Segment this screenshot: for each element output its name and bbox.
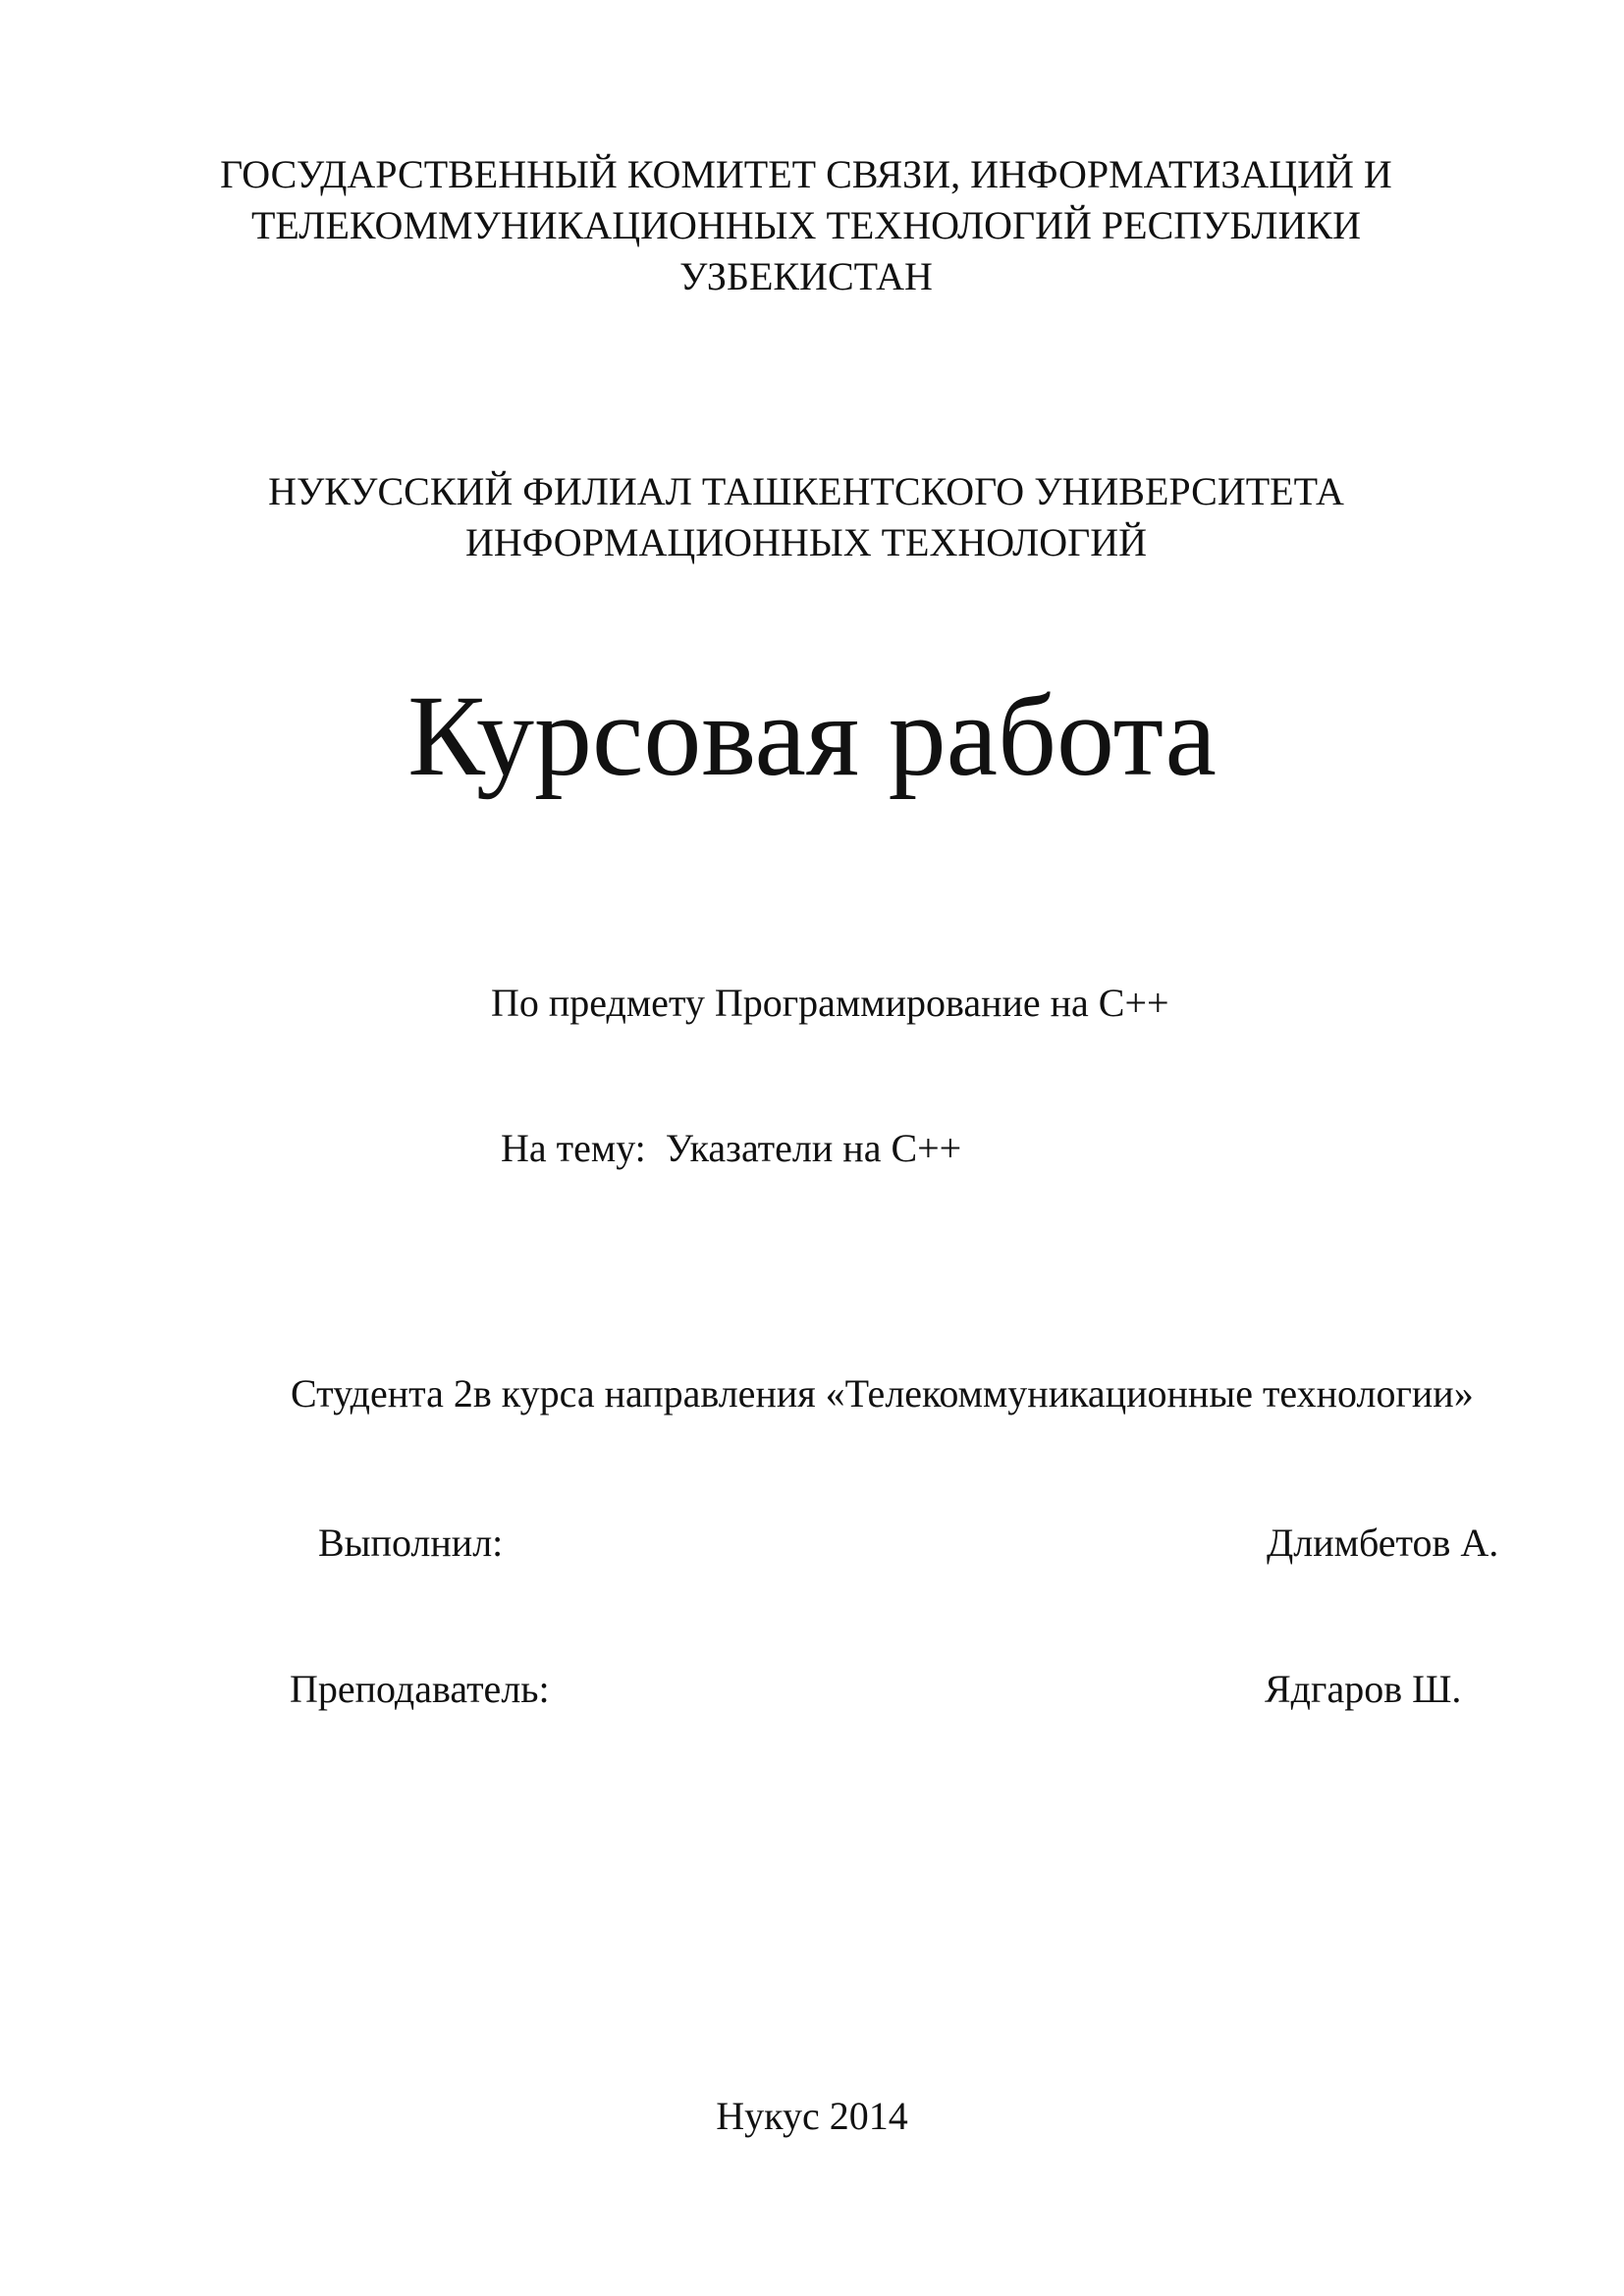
document-title: Курсовая работа bbox=[407, 671, 1217, 800]
ministry-heading-line: ТЕЛЕКОММУНИКАЦИОННЫХ ТЕХНОЛОГИЙ РЕСПУБЛИКИ bbox=[250, 203, 1362, 247]
city-year: Нукус 2014 bbox=[716, 2094, 908, 2138]
branch-heading bbox=[0, 466, 1618, 568]
branch-heading-line: ИНФОРМАЦИОННЫХ ТЕХНОЛОГИЙ bbox=[464, 520, 1148, 564]
branch-heading-line: НУКУССКИЙ ФИЛИАЛ ТАШКЕНТСКОГО УНИВЕРСИТЕТА bbox=[268, 469, 1344, 513]
student-line: Студента 2в курса направления «Телекоммуникационные технологии» bbox=[291, 1371, 1474, 1415]
subject-line: По предмету Программирование на С++ bbox=[491, 981, 1169, 1025]
performer-name: Длимбетов А. bbox=[1267, 1521, 1499, 1565]
ministry-heading-line: ГОСУДАРСТВЕННЫЙ КОМИТЕТ СВЯЗИ, ИНФОРМАТИЗАЦИЙ И bbox=[220, 152, 1392, 196]
ministry-heading bbox=[0, 149, 1618, 302]
teacher-label: Преподаватель: bbox=[290, 1667, 550, 1711]
ministry-heading-line: УЗБЕКИСТАН bbox=[679, 254, 933, 298]
topic-line: На тему: Указатели на С++ bbox=[501, 1126, 962, 1170]
performer-label: Выполнил: bbox=[318, 1521, 504, 1565]
teacher-name: Ядгаров Ш. bbox=[1265, 1667, 1462, 1711]
